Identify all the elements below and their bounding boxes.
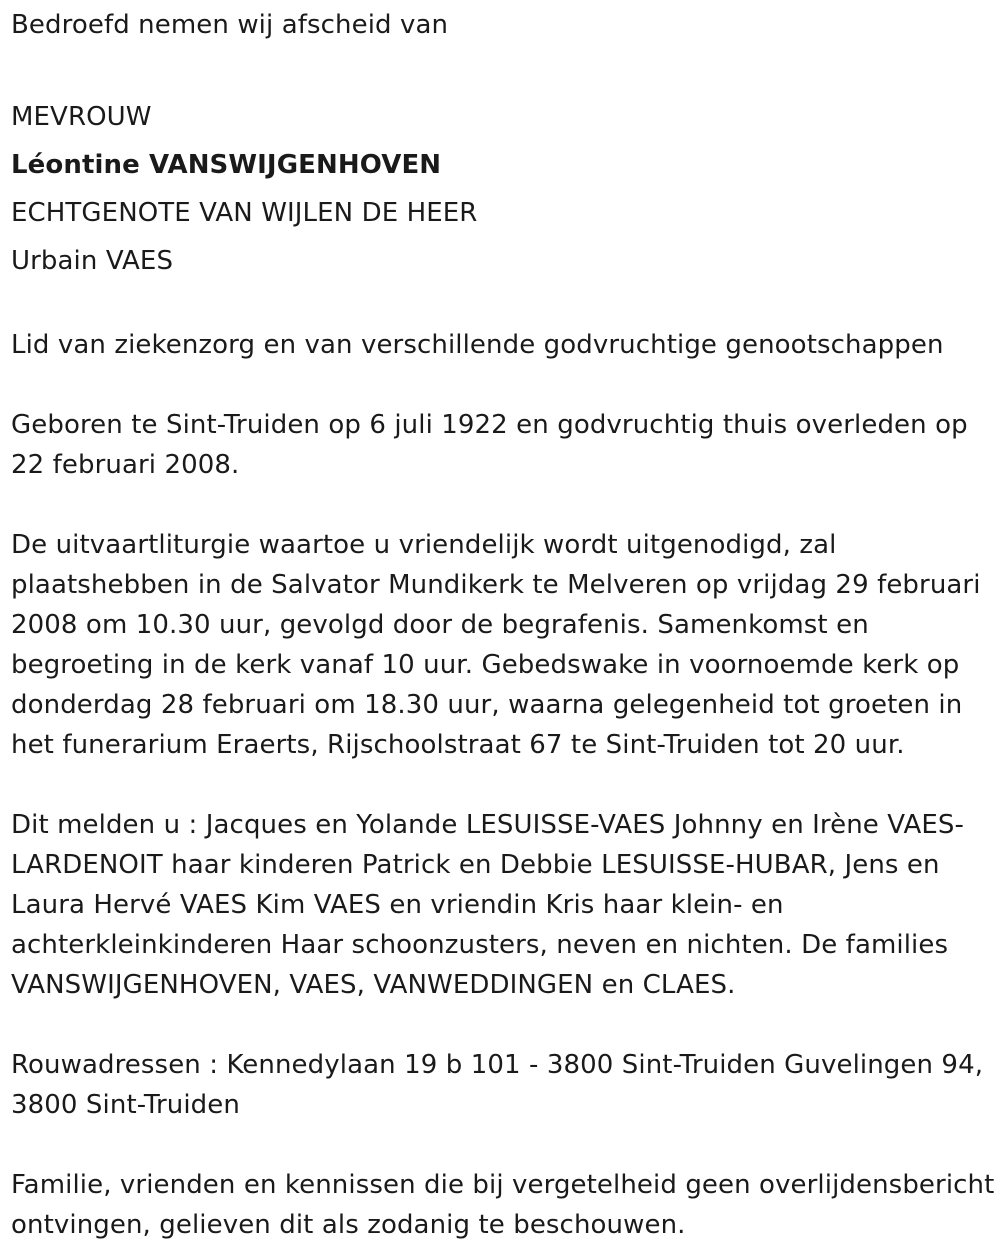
spacer xyxy=(11,85,996,93)
spacer xyxy=(11,485,996,525)
spacer xyxy=(11,365,996,405)
spacer xyxy=(11,1005,996,1045)
spacer xyxy=(11,765,996,805)
birth-death-paragraph: Geboren te Sint-Truiden op 6 juli 1922 en godvruchtig thuis overleden op 22 februari 2008. xyxy=(11,410,968,480)
relation-line: ECHTGENOTE VAN WIJLEN DE HEER xyxy=(11,198,478,228)
spacer xyxy=(11,285,996,325)
obituary-notice xyxy=(11,5,996,1245)
closing-paragraph: Familie, vrienden en kennissen die bij vergetelheid geen overlijdensbericht ontvingen, gelieven dit als zodanig te beschouwen. xyxy=(11,1170,995,1240)
intro-line: Bedroefd nemen wij afscheid van xyxy=(11,10,449,40)
addresses-paragraph: Rouwadressen : Kennedylaan 19 b 101 - 3800 Sint-Truiden Guvelingen 94, 3800 Sint-Truiden xyxy=(11,1050,984,1120)
spouse-name: Urbain VAES xyxy=(11,246,174,276)
spacer xyxy=(11,45,996,85)
membership-paragraph: Lid van ziekenzorg en van verschillende godvruchtige genootschappen xyxy=(11,330,944,360)
honorific-title: MEVROUW xyxy=(11,102,152,132)
announced-by-paragraph: Dit melden u : Jacques en Yolande LESUISSE-VAES Johnny en Irène VAES-LARDENOIT haar kinderen Patrick en Debbie LESUISSE-HUBAR, Jens en Laura Hervé VAES Kim VAES en vriendin Kris haar klein- en achterkleinkinderen Haar schoonzusters, neven en nichten. De families VANSWIJGENHOVEN, VAES, VANWEDDINGEN en CLAES. xyxy=(11,810,964,1000)
funeral-paragraph: De uitvaartliturgie waartoe u vriendelijk wordt uitgenodigd, zal plaatshebben in de Salvator Mundikerk te Melveren op vrijdag 29 februari 2008 om 10.30 uur, gevolgd door de begrafenis. Samenkomst en begroeting in de kerk vanaf 10 uur. Gebedswake in voornoemde kerk op donderdag 28 februari om 18.30 uur, waarna gelegenheid tot groeten in het funerarium Eraerts, Rijschoolstraat 67 te Sint-Truiden tot 20 uur. xyxy=(11,530,981,760)
deceased-name: Léontine VANSWIJGENHOVEN xyxy=(11,150,442,180)
spacer xyxy=(11,1125,996,1165)
